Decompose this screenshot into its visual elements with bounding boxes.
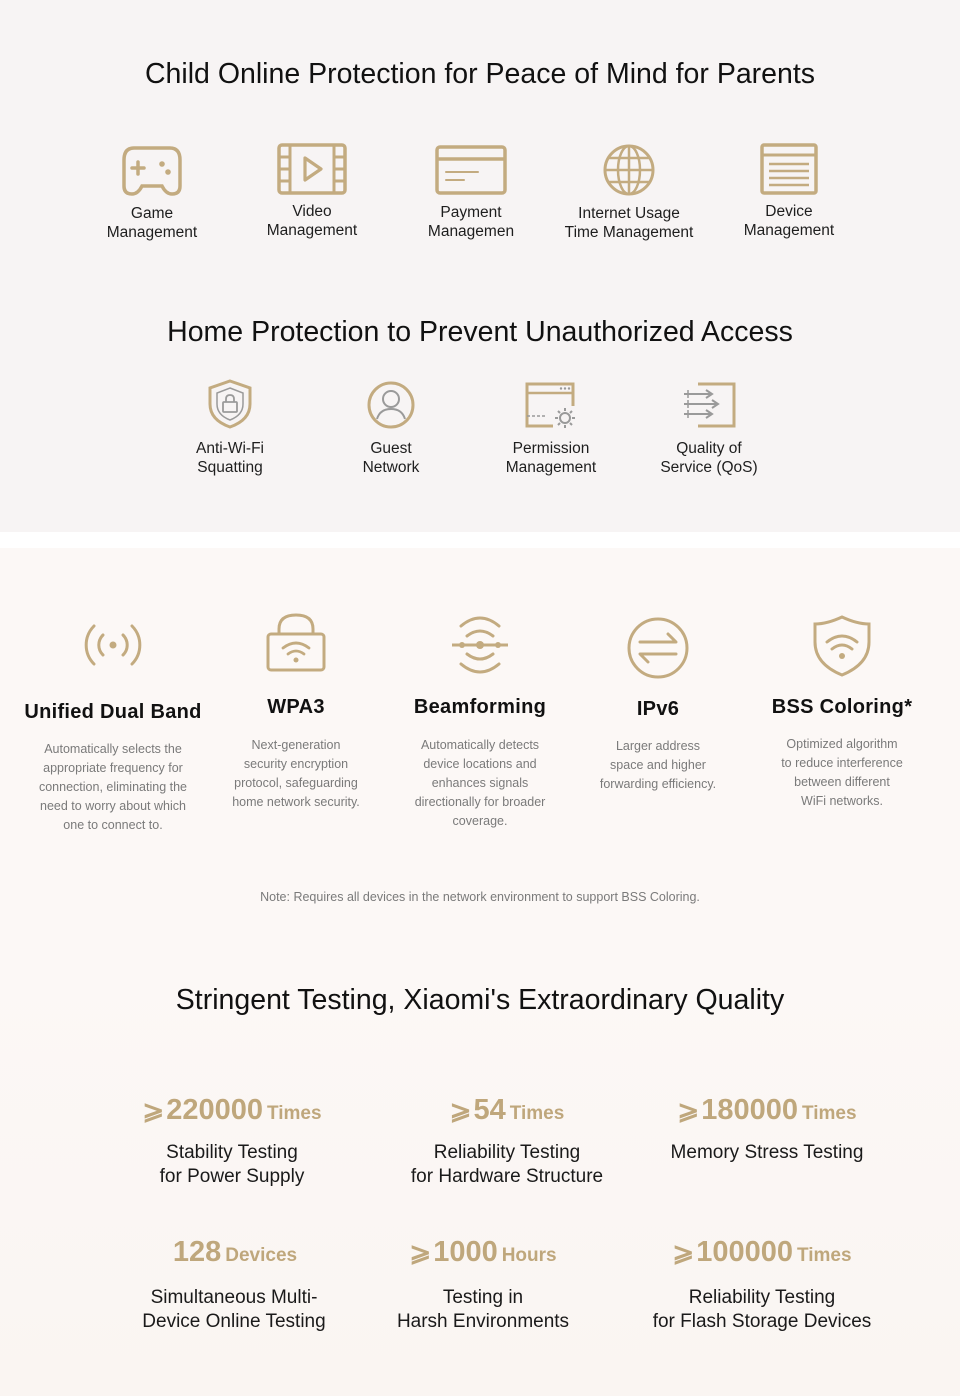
- broadcast-icon: [80, 614, 146, 676]
- window-gear-icon: [523, 380, 579, 430]
- item-label: Guest Network: [362, 440, 420, 476]
- item-label: Game Management: [106, 205, 198, 241]
- child-item-internet-usage: [544, 142, 714, 242]
- feature-wpa3: [201, 612, 391, 812]
- item-label: Payment Managemen: [427, 204, 515, 240]
- item-label: Anti-Wi-Fi Squatting: [195, 440, 265, 476]
- feature-title: BSS Coloring*: [771, 696, 913, 718]
- payment-card-icon: [434, 144, 508, 196]
- feature-title: Unified Dual Band: [24, 701, 202, 723]
- stat-harsh-environments: [343, 1234, 623, 1334]
- item-label: Internet Usage Time Management: [564, 205, 694, 241]
- home-item-anti-wifi: [145, 378, 315, 477]
- stat-value: ⩾180000 Times: [677, 1094, 857, 1126]
- feature-title: Beamforming: [413, 696, 547, 718]
- bss-coloring-note: Note: Requires all devices in the network environment to support BSS Coloring.: [260, 890, 700, 904]
- testing-section: [0, 942, 960, 1396]
- feature-description: Larger address space and higher forwarding efficiency.: [599, 739, 717, 791]
- home-item-guest: [306, 380, 476, 477]
- stat-value: ⩾100000 Times: [672, 1236, 852, 1268]
- feature-description: Automatically selects the appropriate frequency for connection, eliminating the need to worry about which one to connect to.: [38, 742, 187, 832]
- feature-bss-coloring: [747, 614, 937, 811]
- protection-section: [0, 0, 960, 532]
- stat-value: ⩾54 Times: [449, 1094, 565, 1126]
- child-item-device: [704, 142, 874, 240]
- shield-lock-icon: [206, 378, 254, 430]
- wifi-lock-icon: [265, 612, 327, 674]
- stat-multi-device: [94, 1234, 374, 1334]
- stat-label: Simultaneous Multi- Device Online Testing: [142, 1287, 326, 1332]
- testing-title: Stringent Testing, Xiaomi's Extraordinary Quality: [175, 984, 785, 1016]
- stat-memory-stress: [627, 1092, 907, 1165]
- qos-arrows-icon: [680, 380, 738, 430]
- feature-description: Optimized algorithm to reduce interference between different WiFi networks.: [781, 737, 903, 808]
- stat-label: Reliability Testing for Hardware Structure: [410, 1142, 604, 1187]
- device-list-icon: [759, 142, 819, 196]
- beamforming-icon: [449, 612, 511, 678]
- child-protection-title: Child Online Protection for Peace of Mind for Parents: [144, 58, 816, 90]
- feature-beamforming: [385, 612, 575, 831]
- feature-title: IPv6: [636, 698, 680, 720]
- stat-flash-storage: [622, 1234, 902, 1334]
- stat-label: Stability Testing for Power Supply: [159, 1142, 305, 1187]
- feature-unified-dual-band: [18, 614, 208, 835]
- stat-value: ⩾220000 Times: [142, 1094, 322, 1126]
- item-label: Quality of Service (QoS): [660, 440, 758, 476]
- feature-title: WPA3: [267, 696, 325, 718]
- child-item-payment: [386, 144, 556, 241]
- features-section: [0, 548, 960, 942]
- user-circle-icon: [366, 380, 416, 430]
- stat-power-supply: [92, 1092, 372, 1189]
- video-player-icon: [276, 142, 348, 196]
- item-label: Permission Management: [505, 440, 597, 476]
- wifi-shield-icon: [811, 614, 873, 678]
- game-controller-icon: [120, 142, 184, 198]
- home-item-qos: [624, 380, 794, 477]
- stat-label: Memory Stress Testing: [670, 1142, 864, 1163]
- feature-description: Automatically detects device locations and enhances signals directionally for broader coverage.: [414, 738, 546, 828]
- home-protection-title: Home Protection to Prevent Unauthorized Access: [167, 316, 793, 348]
- child-item-game: [67, 142, 237, 242]
- section-divider: [0, 532, 960, 548]
- stat-value: ⩾1000 Hours: [409, 1236, 557, 1268]
- stat-value: 128 Devices: [172, 1236, 298, 1268]
- home-item-permission: [466, 380, 636, 477]
- child-item-video: [227, 142, 397, 240]
- exchange-arrows-icon: [626, 616, 690, 680]
- item-label: Video Management: [266, 203, 358, 239]
- feature-description: Next-generation security encryption protocol, safeguarding home network security.: [232, 738, 360, 809]
- feature-ipv6: [563, 616, 753, 794]
- globe-icon: [601, 142, 657, 198]
- stat-label: Reliability Testing for Flash Storage Devices: [652, 1287, 872, 1332]
- item-label: Device Management: [743, 203, 835, 239]
- stat-label: Testing in Harsh Environments: [396, 1287, 570, 1332]
- stat-hardware-structure: [367, 1092, 647, 1189]
